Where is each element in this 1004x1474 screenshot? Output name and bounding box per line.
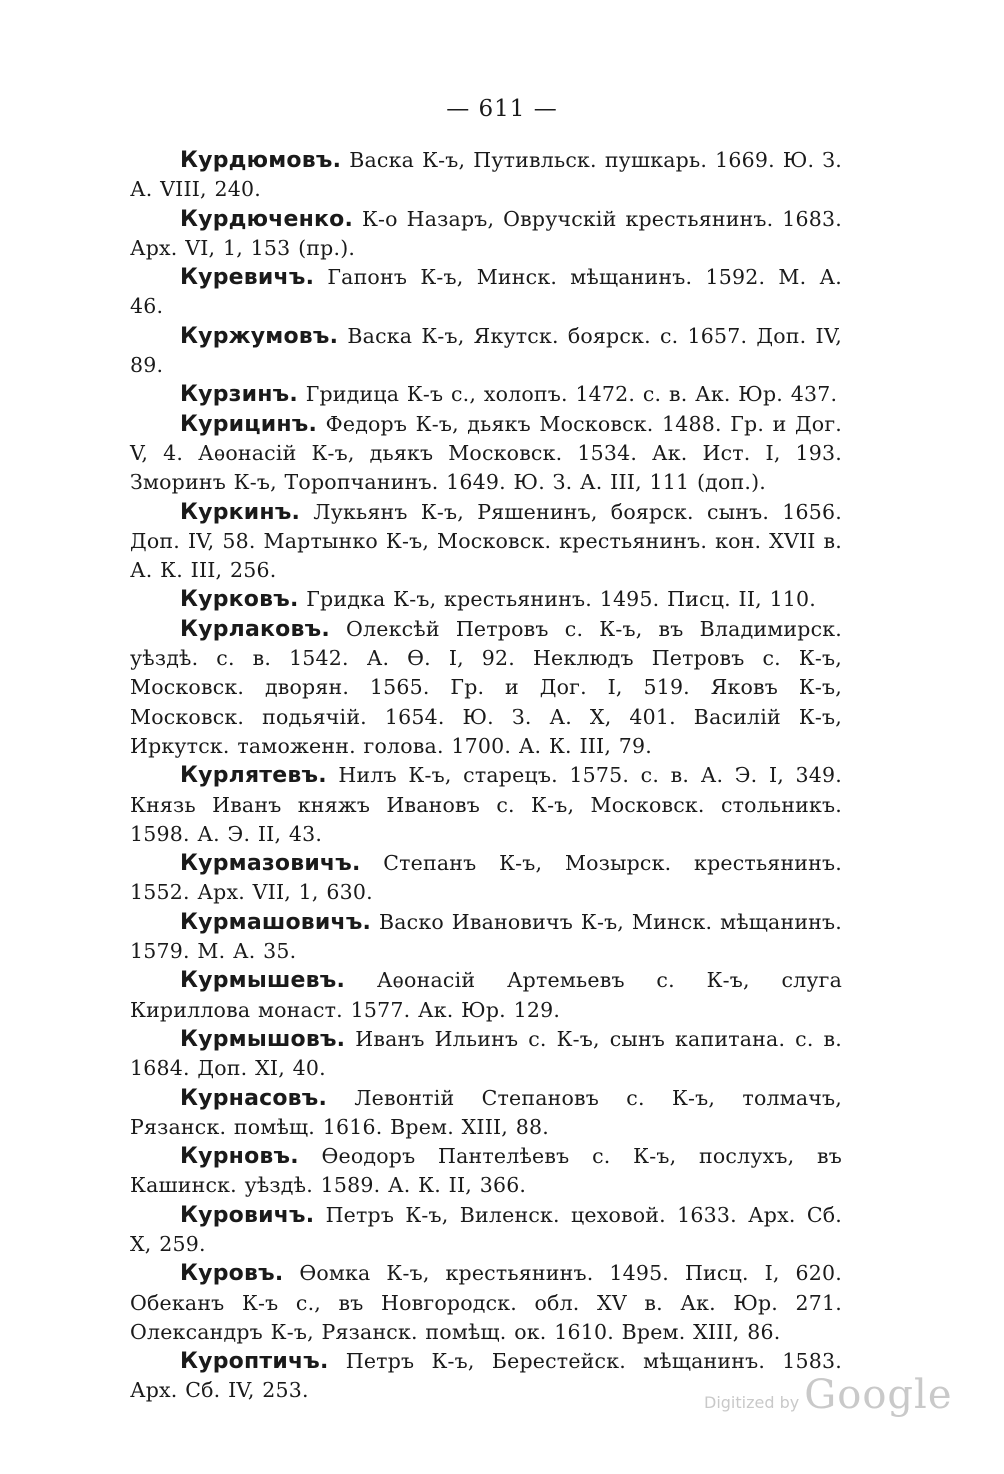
entry-text: Петръ К-ъ, Берестейск. мѣщанинъ. 1583. Арх. Сб. IV, 253. <box>130 1349 842 1403</box>
entry-text: Аѳонасій Артемьевъ с. К-ъ, слуга Кириллова монаст. 1577. Ак. Юр. 129. <box>130 968 843 1022</box>
dictionary-entry <box>130 322 842 381</box>
entry-text: Ѳомка К-ъ, крестьянинъ. 1495. Писц. I, 620. Обеканъ К-ъ с., въ Новгородск. обл. XV в. Ак. Юр. 271. Олександръ К-ъ, Рязанск. помѣщ. ок. 1610. Врем. XIII, 86. <box>130 1261 842 1344</box>
dictionary-entry <box>130 1201 842 1260</box>
entry-text: Петръ К-ъ, Виленск. цеховой. 1633. Арх. Сб. X, 259. <box>130 1202 842 1256</box>
entry-headword: Курдюмовъ. <box>180 148 342 173</box>
entry-text: Левонтій Степановъ с. К-ъ, толмачъ, Рязанск. помѣщ. 1616. Врем. XIII, 88. <box>130 1085 842 1139</box>
entry-headword: Курнасовъ. <box>180 1085 328 1111</box>
entry-headword: Курмашовичъ. <box>180 909 372 935</box>
entry-headword: Курзинъ. <box>180 382 298 408</box>
entry-text: Васко Ивановичъ К-ъ, Минск. мѣщанинъ. 1579. М. А. 35. <box>130 909 843 964</box>
entry-text: Федоръ К-ъ, дьякъ Московск. 1488. Гр. и Дог. V, 4. Аѳонасій К-ъ, дьякъ Московск. 1534. Ак. Ист. I, 193. Зморинъ К-ъ, Торопчанинъ. 1649. Ю. З. А. III, 111 (доп.). <box>130 411 843 495</box>
entry-headword: Курковъ. <box>180 587 299 613</box>
entry-headword: Куроптичъ. <box>180 1349 329 1375</box>
entry-headword: Куровичъ. <box>180 1202 315 1228</box>
entry-headword: Курлаковъ. <box>180 616 330 642</box>
dictionary-entry <box>130 908 842 967</box>
dictionary-entry <box>130 966 842 1025</box>
dictionary-entry <box>130 146 842 205</box>
google-logo: Google <box>804 1372 953 1418</box>
watermark-prefix: Digitized by <box>704 1393 800 1412</box>
dictionary-entry <box>130 761 842 849</box>
entry-text: Олексѣй Петровъ с. К-ъ, въ Владимирск. уѣздѣ. с. в. 1542. А. Ѳ. I, 92. Неклюдъ Петровъ с. К-ъ, Московск. дворян. 1565. Гр. и Дог. I, 519. Яковъ К-ъ, Московск. подьячій. 1654. Ю. З. А. X, 401. Василій К-ъ, Иркутск. таможенн. голова. 1700. А. К. III, 79. <box>130 616 843 758</box>
dictionary-entry <box>130 1259 842 1347</box>
dictionary-entry <box>130 1084 842 1143</box>
entry-headword: Курлятевъ. <box>180 763 327 789</box>
entry-text: Нилъ К-ъ, старецъ. 1575. с. в. А. Э. I, 349. Князь Иванъ княжъ Ивановъ с. К-ъ, Московск. стольникъ. 1598. А. Э. II, 43. <box>130 763 842 846</box>
entry-headword: Курновъ. <box>180 1144 299 1170</box>
dictionary-entry <box>130 498 842 586</box>
dictionary-entry <box>130 849 842 908</box>
dictionary-entry <box>130 205 842 264</box>
entry-text: Степанъ К-ъ, Мозырск. крестьянинъ. 1552. Арх. VII, 1, 630. <box>130 851 842 905</box>
entry-headword: Куревичъ. <box>180 265 315 291</box>
entry-headword: Курмазовичъ. <box>180 851 361 877</box>
entry-headword: Курмышевъ. <box>180 968 346 994</box>
dictionary-entry <box>130 410 842 498</box>
dictionary-entry <box>130 585 842 614</box>
entry-text: Ѳеодоръ Пантелѣевъ с. К-ъ, послухъ, въ Кашинск. уѣздѣ. 1589. А. К. II, 366. <box>130 1144 842 1198</box>
dictionary-entry <box>130 1025 842 1084</box>
entry-headword: Куржумовъ. <box>180 323 339 349</box>
dictionary-entry <box>130 1142 842 1201</box>
entry-text: Иванъ Ильинъ с. К-ъ, сынъ капитана. с. в. 1684. Доп. XI, 40. <box>130 1026 843 1081</box>
entry-headword: Куровъ. <box>180 1261 284 1287</box>
entry-text: К-о Назаръ, Овручскій крестьянинъ. 1683. Арх. VI, 1, 153 (пр.). <box>130 206 842 260</box>
entry-headword: Курицинъ. <box>180 411 318 437</box>
dictionary-entry <box>130 263 842 322</box>
entry-headword: Курмышовъ. <box>180 1026 346 1052</box>
entry-text: Гапонъ К-ъ, Минск. мѣщанинъ. 1592. М. А. 46. <box>130 265 842 319</box>
entry-headword: Куркинъ. <box>180 499 301 525</box>
page-number: — 611 — <box>446 96 558 122</box>
google-digitized-watermark <box>704 1372 952 1418</box>
dictionary-entries <box>130 146 842 1406</box>
dictionary-entry <box>130 615 842 761</box>
entry-text: Васка К-ъ, Путивльск. пушкарь. 1669. Ю. З. А. VIII, 240. <box>130 148 842 202</box>
entry-text: Лукьянъ К-ъ, Ряшенинъ, боярск. сынъ. 1656. Доп. IV, 58. Мартынко К-ъ, Московск. крестьянинъ. кон. XVII в. А. К. III, 256. <box>130 499 842 583</box>
entry-text: Гридица К-ъ с., холопъ. 1472. с. в. Ак. Юр. 437. <box>305 382 838 407</box>
entry-text: Васка К-ъ, Якутск. боярск. с. 1657. Доп. IV, 89. <box>130 323 842 378</box>
entry-headword: Курдюченко. <box>180 206 354 232</box>
dictionary-entry <box>130 380 842 409</box>
entry-text: Гридка К-ъ, крестьянинъ. 1495. Писц. II, 110. <box>306 587 817 612</box>
